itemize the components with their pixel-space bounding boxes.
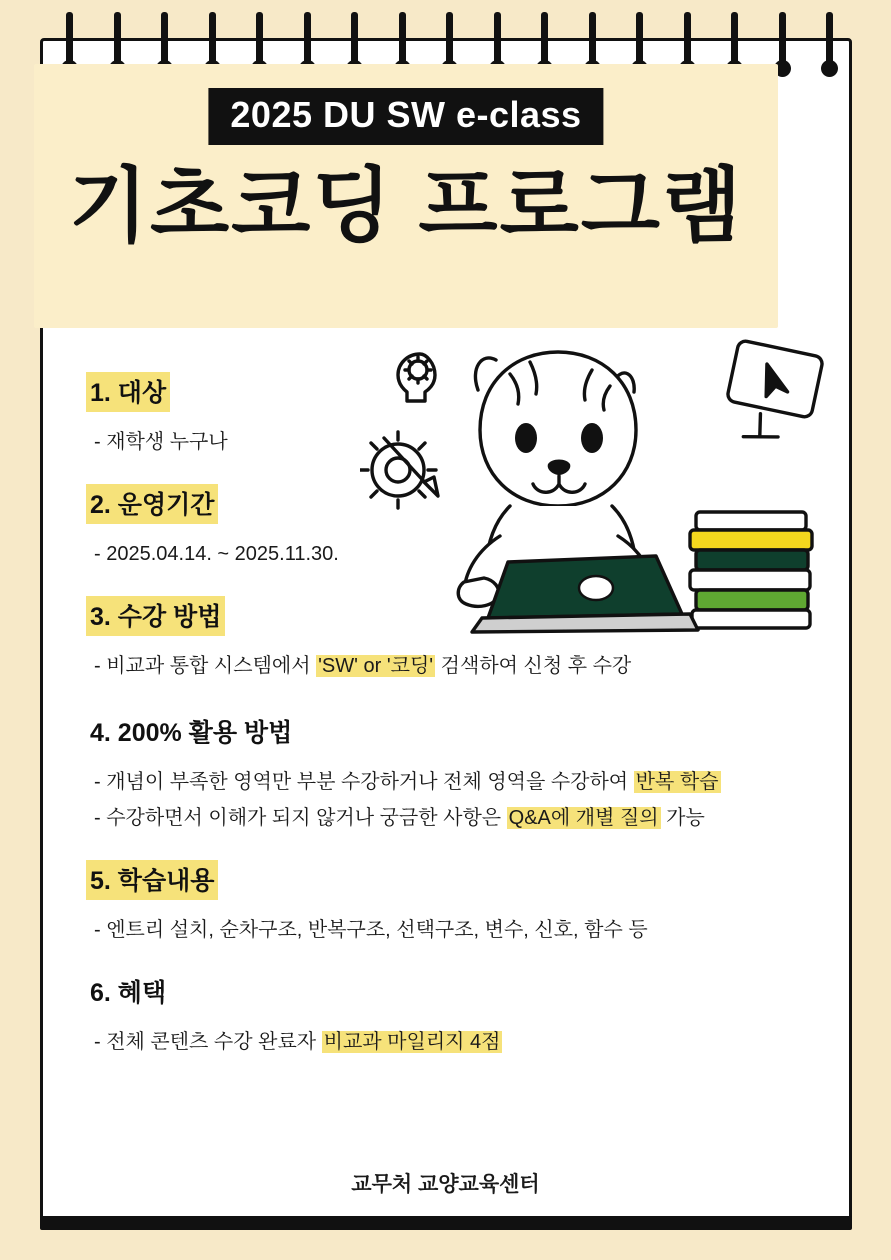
- section-6-line-1-pre: - 전체 콘텐츠 수강 완료자: [94, 1031, 322, 1053]
- section-4-highlight-1: 반복 학습: [635, 771, 719, 793]
- section-1: [86, 372, 806, 458]
- spiral-ring: [399, 12, 406, 68]
- section-3: [86, 596, 806, 682]
- section-4-line-2-post: 가능: [660, 807, 705, 829]
- spiral-ring: [351, 12, 358, 68]
- section-4-line-1-pre: - 개념이 부족한 영역만 부분 수강하거나 전체 영역을 수강하여: [94, 771, 634, 793]
- spiral-ring: [731, 12, 738, 68]
- section-6: [86, 972, 806, 1058]
- spiral-ring: [256, 12, 263, 68]
- section-2-heading: 2. 운영기간: [86, 484, 218, 524]
- spiral-ring: [304, 12, 311, 68]
- spiral-ring: [684, 12, 691, 68]
- section-2-line-1: - 2025.04.14. ~ 2025.11.30.: [94, 543, 339, 565]
- section-3-text-pre: - 비교과 통합 시스템에서: [94, 655, 317, 677]
- section-1-heading: 1. 대상: [86, 372, 170, 412]
- section-5: [86, 860, 806, 946]
- spiral-ring: [636, 12, 643, 68]
- section-5-line-1: - 엔트리 설치, 순차구조, 반복구조, 선택구조, 변수, 신호, 함수 등: [94, 919, 648, 941]
- section-4-line-2-pre: - 수강하면서 이해가 되지 않거나 궁금한 사항은: [94, 807, 507, 829]
- section-4-highlight-2: Q&A에 개별 질의: [508, 807, 659, 829]
- section-5-heading: 5. 학습내용: [86, 860, 218, 900]
- spiral-ring: [589, 12, 596, 68]
- page-title: 기초코딩 프로그램: [68, 161, 744, 252]
- section-3-line-1: [94, 650, 806, 682]
- spiral-ring: [541, 12, 548, 68]
- spiral-ring: [779, 12, 786, 68]
- badge-chip: 2025 DU SW e-class: [208, 88, 603, 145]
- section-1-line-1: - 재학생 누구나: [94, 431, 228, 453]
- section-6-highlight: 비교과 마일리지 4점: [323, 1031, 501, 1053]
- section-4: [86, 712, 806, 834]
- header-band: [34, 64, 778, 328]
- section-3-text-post: 검색하여 신청 후 수강: [435, 655, 632, 677]
- section-6-heading: 6. 혜택: [90, 979, 167, 1007]
- spiral-ring: [66, 12, 73, 68]
- page-bottom-bar: [40, 1216, 852, 1230]
- section-3-heading: 3. 수강 방법: [86, 596, 225, 636]
- section-4-line-1: [94, 766, 806, 798]
- footer-organization: 교무처 교양교육센터: [351, 1173, 540, 1196]
- section-3-highlight: 'SW' or '코딩': [318, 655, 434, 677]
- section-2: [86, 484, 806, 570]
- spiral-ring: [209, 12, 216, 68]
- section-4-line-2: [94, 802, 806, 834]
- spiral-ring: [826, 12, 833, 68]
- spiral-ring: [161, 12, 168, 68]
- spiral-ring: [114, 12, 121, 68]
- section-6-line-1: [94, 1026, 806, 1058]
- poster-body: [86, 372, 806, 1076]
- spiral-ring: [446, 12, 453, 68]
- section-4-heading: 4. 200% 활용 방법: [90, 719, 293, 747]
- spiral-ring: [494, 12, 501, 68]
